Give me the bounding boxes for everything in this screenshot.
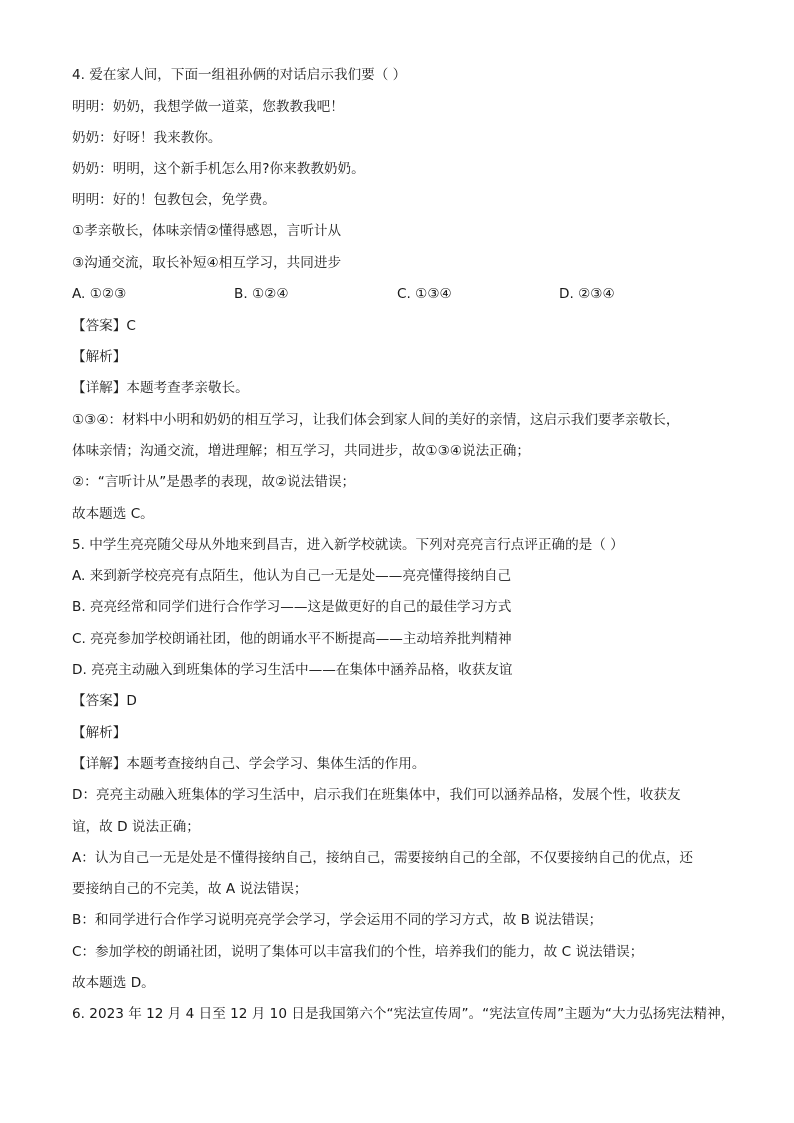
q4-dialog-line: 明明：好的！包教包会，免学费。: [72, 192, 276, 208]
q5-explain-line: C：参加学校的朗诵社团，说明了集体可以丰富我们的个性，培养我们的能力，故 C 说法错误；: [72, 944, 644, 960]
q4-stem: 4. 爱在家人间，下面一组祖孙俩的对话启示我们要（ ）: [72, 67, 407, 83]
q5-conclusion: 故本题选 D。: [72, 975, 155, 991]
q4-statement: ③沟通交流，取长补短④相互学习，共同进步: [72, 255, 342, 271]
q5-option-c: C. 亮亮参加学校朗诵社团，他的朗诵水平不断提高——主动培养批判精神: [72, 631, 512, 647]
q5-detail: 【详解】本题考查接纳自己、学会学习、集体生活的作用。: [72, 756, 426, 772]
q4-answer: 【答案】C: [72, 318, 136, 334]
q6-stem: 6. 2023 年 12 月 4 日至 12 月 10 日是我国第六个“宪法宣传周”。“宪法宣传周”主题为“大力弘扬宪法精神，: [72, 1006, 735, 1022]
q4-dialog-line: 奶奶：明明，这个新手机怎么用?你来教教奶奶。: [72, 161, 365, 177]
q4-option-b: B. ①②④: [234, 286, 289, 302]
q5-explain-line: D：亮亮主动融入班集体的学习生活中，启示我们在班集体中，我们可以涵养品格，发展个性，收获友: [72, 787, 681, 803]
q4-explain-line: 体味亲情；沟通交流，增进理解；相互学习，共同进步，故①③④说法正确；: [72, 443, 530, 459]
q5-stem: 5. 中学生亮亮随父母从外地来到昌吉，进入新学校就读。下列对亮亮言行点评正确的是（ ）: [72, 537, 624, 553]
q5-answer: 【答案】D: [72, 693, 137, 709]
q5-analysis-heading: 【解析】: [72, 725, 127, 741]
q4-explain-line: ①③④：材料中小明和奶奶的相互学习，让我们体会到家人间的美好的亲情，这启示我们要孝亲敬长，: [72, 412, 680, 428]
q5-option-d: D. 亮亮主动融入到班集体的学习生活中——在集体中涵养品格，收获友谊: [72, 662, 513, 678]
q5-explain-line: 要接纳自己的不完美，故 A 说法错误；: [72, 881, 308, 897]
q4-option-a: A. ①②③: [72, 286, 127, 302]
q4-detail: 【详解】本题考查孝亲敬长。: [72, 380, 249, 396]
q4-dialog-line: 明明：奶奶，我想学做一道菜，您教教我吧！: [72, 99, 344, 115]
q4-explain-line: ②：“言听计从”是愚孝的表现，故②说法错误；: [72, 474, 356, 490]
q5-explain-line: B：和同学进行合作学习说明亮亮学会学习，学会运用不同的学习方式，故 B 说法错误；: [72, 912, 603, 928]
q4-option-c: C. ①③④: [397, 286, 452, 302]
q4-statement: ①孝亲敬长，体味亲情②懂得感恩，言听计从: [72, 223, 342, 239]
q4-analysis-heading: 【解析】: [72, 349, 127, 365]
q5-explain-line: 谊，故 D 说法正确；: [72, 819, 200, 835]
q4-option-d: D. ②③④: [559, 286, 615, 302]
q5-option-b: B. 亮亮经常和同学们进行合作学习——这是做更好的自己的最佳学习方式: [72, 599, 512, 615]
q4-conclusion: 故本题选 C。: [72, 506, 154, 522]
q5-option-a: A. 来到新学校亮亮有点陌生，他认为自己一无是处——亮亮懂得接纳自己: [72, 568, 512, 584]
q5-explain-line: A：认为自己一无是处是不懂得接纳自己，接纳自己，需要接纳自己的全部，不仅要接纳自己的优点，还: [72, 850, 694, 866]
q4-dialog-line: 奶奶：好呀！我来教你。: [72, 130, 222, 146]
